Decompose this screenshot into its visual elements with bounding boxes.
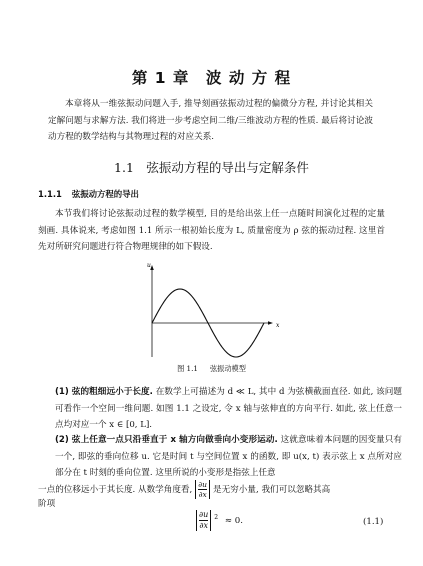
assumption-1-lead: (1) 弦的粗细远小于长度.	[55, 387, 153, 397]
assumption-2-end: 阶项	[38, 499, 56, 509]
figure-caption	[0, 364, 423, 374]
x-axis-arrow	[268, 321, 273, 325]
assumption-1	[38, 384, 402, 434]
assumption-2-text-after: 是无穷小量, 我们可以忽略其高	[213, 485, 331, 495]
frac-denominator: ∂x	[198, 490, 207, 499]
assumption-2-continued	[38, 480, 385, 499]
subsection-title: 弦振动方程的导出	[71, 189, 139, 199]
equation-1-1	[193, 510, 243, 531]
section-title: 1.1 弦振动方程的导出与定解条件	[114, 160, 309, 175]
figure-string-vibration	[143, 259, 285, 363]
frac-numerator: ∂u	[198, 480, 208, 489]
intro-paragraph: 本章将从一维弦振动问题入手, 推导刻画弦振动过程的偏微分方程, 并讨论其相关定解问题与求解方法. 我们将进一步考虑空间二维/三维波动方程的性质. 最后将讨论波动方程的数学结构与其物理过程的对应关系.	[48, 99, 373, 142]
eq-denominator: ∂x	[199, 521, 208, 530]
partial-derivative-abs	[195, 480, 210, 499]
equation-abs-derivative	[196, 510, 211, 531]
u-axis-label: u	[147, 262, 151, 269]
subsection-number: 1.1.1	[38, 189, 62, 199]
assumption-2-lead: (2) 弦上任意一点只沿垂直于 x 轴方向做垂向小变形运动.	[55, 435, 278, 445]
eq-exponent: 2	[214, 514, 219, 522]
x-axis-label: x	[276, 322, 280, 329]
chapter-title: 第 1 章 波 动 方 程	[131, 69, 292, 87]
assumption-2-body: 这就意味着本问题的因变量只有一个, 即弦的垂向位移 u. 它是时间 t 与空间位置 x 的函数, 即 u(x, t) 表示弦上 x 点所对应部分在 t 时刻的垂向位置. 这里所说的小变形是指弦上任意	[55, 435, 402, 478]
eq-numerator: ∂u	[199, 510, 209, 519]
figure-caption-text: 弦振动模型	[209, 364, 246, 373]
assumption-2	[38, 432, 402, 482]
eq-rhs: ≈ 0.	[224, 516, 243, 526]
equation-number: (1.1)	[363, 517, 384, 527]
figure-caption-number: 图 1.1	[177, 364, 198, 373]
assumption-1-body: 在数学上可描述为 d ≪ L, 其中 d 为弦横截面直径. 如此, 该问题可看作一个空间一维问题. 如图 1.1 之设定, 令 x 轴与弦伸直的方向平行. 如此, 弦上任意一点均对应一个 x ∈ [0, L].	[55, 387, 402, 430]
paragraph-model-intro: 本节我们将讨论弦振动过程的数学模型, 目的是给出弦上任一点随时间演化过程的定量刻画. 具体说来, 考虑如图 1.1 所示一根初始长度为 L, 质量密度为 ρ 弦的振动过程. 这里首先对所研究问题进行符合物理规律的如下假设.	[38, 209, 385, 252]
subsection-heading	[38, 188, 139, 200]
assumption-2-text-before: 一点的位移远小于其长度. 从数学角度看,	[38, 485, 193, 495]
